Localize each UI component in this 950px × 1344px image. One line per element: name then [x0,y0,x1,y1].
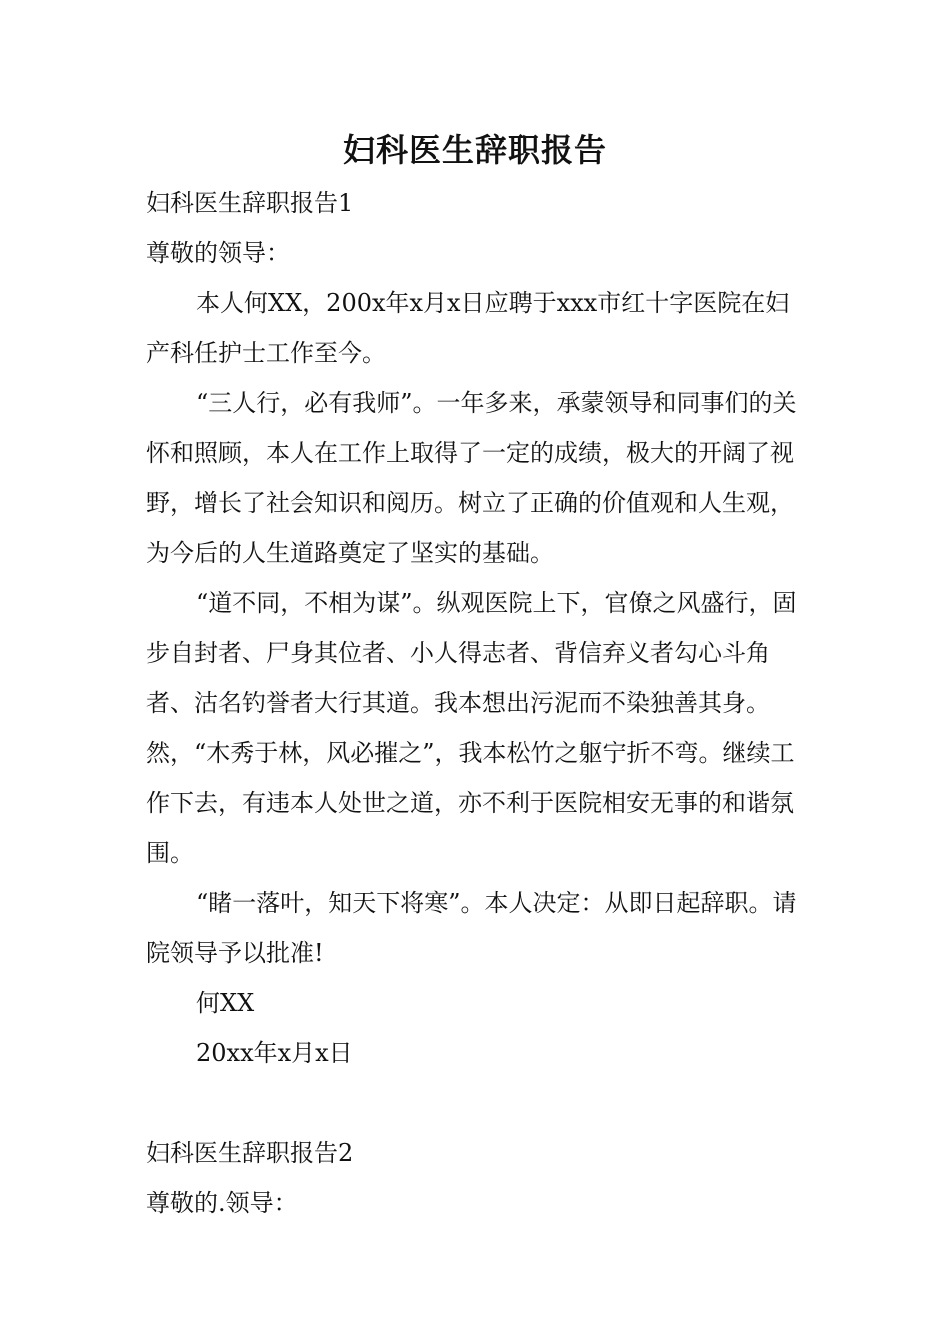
paragraph: “三人行，必有我师”。一年多来，承蒙领导和同事们的关怀和照顾，本人在工作上取得了一定的成绩，极大的开阔了视野，增长了社会知识和阅历。树立了正确的价值观和人生观，为今后的人生道路奠定了坚实的基础。 [146,389,797,567]
signature: 何XX [196,989,255,1017]
paragraph: “道不同，不相为谋”。纵观医院上下，官僚之风盛行，固步自封者、尸身其位者、小人得志者、背信弃义者勾心斗角者、沽名钓誉者大行其道。我本想出污泥而不染独善其身。然，“木秀于林，风必摧之”，我本松竹之躯宁折不弯。继续工作下去，有违本人处世之道，亦不利于医院相安无事的和谐氛围。 [146,589,797,867]
salutation: 尊敬的领导： [146,239,290,267]
paragraph: 本人何XX，200x年x月x日应聘于xxx市红十字医院在妇产科任护士工作至今。 [146,289,790,367]
section-spacer [146,1078,810,1128]
document-title: 妇科医生辞职报告 [342,131,607,169]
paragraph: “睹一落叶，知天下将寒”。本人决定：从即日起辞职。请院领导予以批准! [146,889,797,967]
date: 20xx年x月x日 [196,1039,353,1067]
salutation: 尊敬的.领导： [146,1189,298,1217]
document-body [146,178,810,1228]
section-heading: 妇科医生辞职报告1 [146,189,354,217]
section-heading: 妇科医生辞职报告2 [146,1139,354,1167]
